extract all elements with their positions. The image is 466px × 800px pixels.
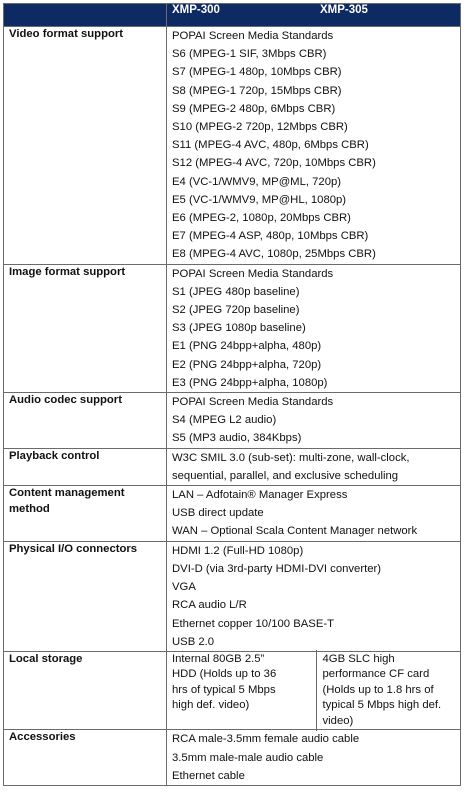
list-item: S9 (MPEG-2 480p, 6Mbps CBR) — [172, 102, 336, 115]
table-row — [4, 393, 461, 449]
list-item: hrs of typical 5 Mbps — [172, 683, 276, 696]
list-item: performance CF card — [322, 668, 430, 681]
list-item: E2 (PNG 24bpp+alpha, 720p) — [172, 358, 322, 371]
list-item: S11 (MPEG-4 AVC, 480p, 6Mbps CBR) — [172, 139, 369, 152]
list-item: E5 (VC-1/WMV9, MP@HL, 1080p) — [172, 193, 347, 206]
row-label: Physical I/O connectors — [4, 541, 167, 651]
row-label: Playback control — [4, 448, 167, 485]
list-item: E3 (PNG 24bpp+alpha, 1080p) — [172, 376, 328, 389]
list-item: S3 (JPEG 1080p baseline) — [172, 322, 306, 335]
list-item: RCA audio L/R — [172, 599, 247, 612]
row-label: Image format support — [4, 264, 167, 392]
list-item: WAN – Optional Scala Content Manager network — [172, 525, 418, 538]
list-item: S12 (MPEG-4 AVC, 720p, 10Mbps CBR) — [172, 157, 376, 170]
row-value — [167, 264, 461, 392]
list-item: POPAI Screen Media Standards — [172, 267, 334, 280]
list-item: video) — [322, 714, 354, 727]
list-item: HDD (Holds up to 36 — [172, 668, 277, 681]
spec-table — [3, 3, 461, 786]
list-item: S1 (JPEG 480p baseline) — [172, 285, 300, 298]
list-item: POPAI Screen Media Standards — [172, 30, 334, 42]
list-item: HDMI 1.2 (Full-HD 1080p) — [172, 544, 304, 557]
row-label-line: method — [9, 502, 50, 515]
table-row — [4, 541, 461, 651]
list-item: Internal 80GB 2.5” — [172, 652, 265, 665]
model-name-xmp305: XMP-305 — [320, 4, 368, 16]
list-item: (Holds up to 1.8 hrs of — [322, 683, 434, 696]
list-item: S5 (MP3 audio, 384Kbps) — [172, 432, 302, 445]
model-name-xmp300: XMP-300 — [172, 4, 220, 16]
list-item: RCA male-3.5mm female audio cable — [172, 733, 360, 746]
list-item: USB 2.0 — [172, 635, 215, 648]
table-row — [4, 651, 461, 730]
list-item: E4 (VC-1/WMV9, MP@ML, 720p) — [172, 175, 342, 188]
table-row — [4, 264, 461, 392]
list-item: DVI-D (via 3rd-party HDMI-DVI converter) — [172, 562, 382, 575]
list-item: Ethernet cable — [172, 769, 245, 782]
row-text: W3C SMIL 3.0 (sub-set): multi-zone, wall-clock, sequential, parallel, and exclusive scheduling — [172, 451, 410, 482]
list-item: 3.5mm male-male audio cable — [172, 751, 324, 764]
table-header-row — [4, 4, 461, 27]
storage-xmp305 — [317, 652, 461, 730]
list-item: S4 (MPEG L2 audio) — [172, 414, 277, 427]
table-row — [4, 730, 461, 786]
list-item: Ethernet copper 10/100 BASE-T — [172, 617, 335, 630]
table-row — [4, 448, 461, 485]
row-label-line: Content management — [9, 487, 125, 500]
list-item: S7 (MPEG-1 480p, 10Mbps CBR) — [172, 66, 342, 79]
row-label — [4, 486, 167, 542]
list-item: LAN – Adfotain® Manager Express — [172, 489, 348, 502]
list-item: S10 (MPEG-2 720p, 12Mbps CBR) — [172, 121, 348, 134]
table-row — [4, 27, 461, 265]
table-row — [4, 486, 461, 542]
header-models-cell — [167, 4, 461, 27]
row-value — [167, 27, 461, 265]
row-label: Video format support — [4, 27, 167, 265]
list-item: E8 (MPEG-4 AVC, 1080p, 25Mbps CBR) — [172, 248, 376, 261]
row-label: Accessories — [4, 730, 167, 786]
row-value — [167, 486, 461, 542]
list-item: typical 5 Mbps high def. — [322, 699, 442, 712]
list-item: USB direct update — [172, 507, 264, 520]
list-item: 4GB SLC high — [322, 652, 395, 665]
list-item: E6 (MPEG-2, 1080p, 20Mbps CBR) — [172, 212, 351, 225]
list-item: S6 (MPEG-1 SIF, 3Mbps CBR) — [172, 48, 327, 61]
list-item: E1 (PNG 24bpp+alpha, 480p) — [172, 340, 322, 353]
list-item: E7 (MPEG-4 ASP, 480p, 10Mbps CBR) — [172, 230, 369, 243]
row-value — [167, 651, 461, 730]
row-label: Local storage — [4, 651, 167, 730]
header-blank-cell — [4, 4, 167, 27]
storage-xmp300 — [167, 650, 317, 732]
row-value — [167, 448, 461, 485]
row-value — [167, 541, 461, 651]
row-value — [167, 393, 461, 449]
row-value — [167, 730, 461, 786]
row-label: Audio codec support — [4, 393, 167, 449]
list-item: S8 (MPEG-1 720p, 15Mbps CBR) — [172, 84, 342, 97]
list-item: POPAI Screen Media Standards — [172, 396, 334, 409]
list-item: high def. video) — [172, 699, 250, 712]
list-item: S2 (JPEG 720p baseline) — [172, 304, 300, 317]
list-item: VGA — [172, 581, 196, 594]
